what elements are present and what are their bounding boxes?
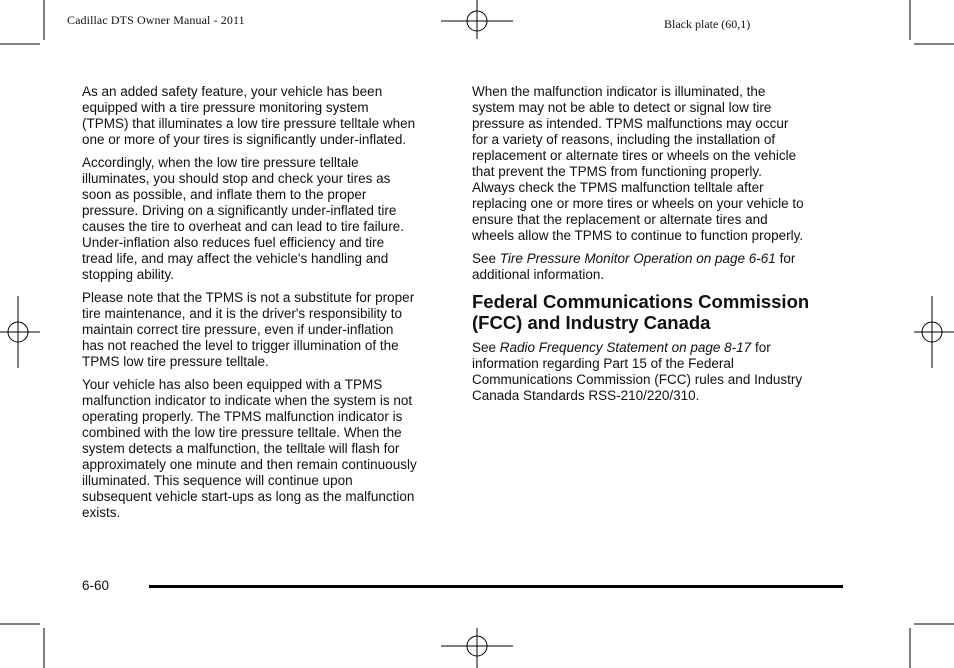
text-line: pressure. Driving on a significantly under-inflated tire — [82, 203, 397, 218]
tpms-operation-link[interactable]: Tire Pressure Monitor Operation on page 6-61 — [499, 251, 776, 266]
text-line: for a variety of reasons, including the installation of — [472, 132, 776, 147]
text-line: replacing one or more tires or wheels on your vehicle to — [472, 196, 804, 211]
see-prefix: See — [472, 251, 500, 266]
fcc-section-heading — [472, 291, 838, 333]
text-line: tread life, and may affect the vehicle's handling and — [82, 251, 389, 266]
text-line: Accordingly, when the low tire pressure telltale — [82, 155, 359, 170]
plate-label: Black plate (60,1) — [664, 17, 751, 31]
heading-line: (FCC) and Industry Canada — [472, 312, 711, 333]
text-line: TPMS low tire pressure telltale. — [82, 354, 269, 369]
text-line: system detects a malfunction, the telltale will flash for — [82, 441, 400, 456]
text-line: system may not be able to detect or signal low tire — [472, 100, 772, 115]
text-line: Please note that the TPMS is not a substitute for proper — [82, 290, 415, 305]
safety-feature-paragraph — [82, 84, 448, 148]
see-prefix: See — [472, 340, 500, 355]
heading-line: Federal Communications Commission — [472, 291, 810, 312]
text-line — [472, 340, 838, 356]
left-column — [82, 84, 448, 528]
text-line: Communications Commission (FCC) rules and Industry — [472, 372, 803, 387]
text-line: information regarding Part 15 of the Federal — [472, 356, 734, 371]
text-line: soon as possible, and inflate them to the proper — [82, 187, 367, 202]
registration-mark-right — [914, 296, 954, 368]
text-line: Always check the TPMS malfunction telltale after — [472, 180, 764, 195]
text-line: has not reached the level to trigger illumination of the — [82, 338, 399, 353]
registration-mark-left — [0, 296, 40, 368]
text-line: approximately one minute and then remain continuously — [82, 457, 417, 472]
text-line: additional information. — [472, 267, 605, 282]
text-line: (TPMS) that illuminates a low tire pressure telltale when — [82, 116, 416, 131]
see-suffix: for — [751, 340, 771, 355]
inflation-paragraph — [82, 155, 448, 283]
text-line: tire maintenance, and it is the driver's responsibility to — [82, 306, 402, 321]
malfunction-indicator-paragraph — [82, 377, 448, 521]
text-line: Your vehicle has also been equipped with a TPMS — [82, 377, 383, 392]
text-line: combined with the low tire pressure telltale. When the — [82, 425, 402, 440]
text-line: maintain correct tire pressure, even if under-inflation — [82, 322, 394, 337]
text-line: equipped with a tire pressure monitoring system — [82, 100, 369, 115]
maintenance-paragraph — [82, 290, 448, 370]
registration-mark-top — [441, 0, 513, 39]
text-line: Under-inflation also reduces fuel efficiency and tire — [82, 235, 385, 250]
text-line: illuminates, you should stop and check your tires as — [82, 171, 391, 186]
text-line — [472, 251, 838, 267]
radio-frequency-link[interactable]: Radio Frequency Statement on page 8-17 — [499, 340, 752, 355]
page-number: 6-60 — [82, 578, 110, 593]
text-line: pressure as intended. TPMS malfunctions may occur — [472, 116, 789, 131]
text-line: replacement or alternate tires or wheels on the vehicle — [472, 148, 797, 163]
text-line: As an added safety feature, your vehicle has been — [82, 84, 383, 99]
text-line: ensure that the replacement or alternate tires and — [472, 212, 768, 227]
text-line: When the malfunction indicator is illuminated, the — [472, 84, 766, 99]
text-line: wheels allow the TPMS to continue to function properly. — [472, 228, 804, 243]
text-line: one or more of your tires is significantly under-inflated. — [82, 132, 407, 147]
see-suffix: for — [775, 251, 796, 266]
text-line: exists. — [82, 505, 121, 520]
text-line: malfunction indicator to indicate when the system is not — [82, 393, 413, 408]
running-header-title: Cadillac DTS Owner Manual - 2011 — [67, 13, 245, 27]
text-line: Canada Standards RSS-210/220/310. — [472, 388, 700, 403]
footer-rule — [149, 585, 843, 588]
right-column — [472, 84, 838, 411]
see-tpms-paragraph — [472, 251, 838, 283]
text-line: causes the tire to overheat and can lead to tire failure. — [82, 219, 404, 234]
text-line: illuminated. This sequence will continue upon — [82, 473, 353, 488]
see-radio-paragraph — [472, 340, 838, 404]
registration-mark-bottom — [441, 628, 513, 668]
malfunction-illuminated-paragraph — [472, 84, 838, 244]
text-line: stopping ability. — [82, 267, 175, 282]
text-line: that prevent the TPMS from functioning properly. — [472, 164, 762, 179]
text-line: operating properly. The TPMS malfunction indicator is — [82, 409, 403, 424]
text-line: subsequent vehicle start-ups as long as the malfunction — [82, 489, 415, 504]
